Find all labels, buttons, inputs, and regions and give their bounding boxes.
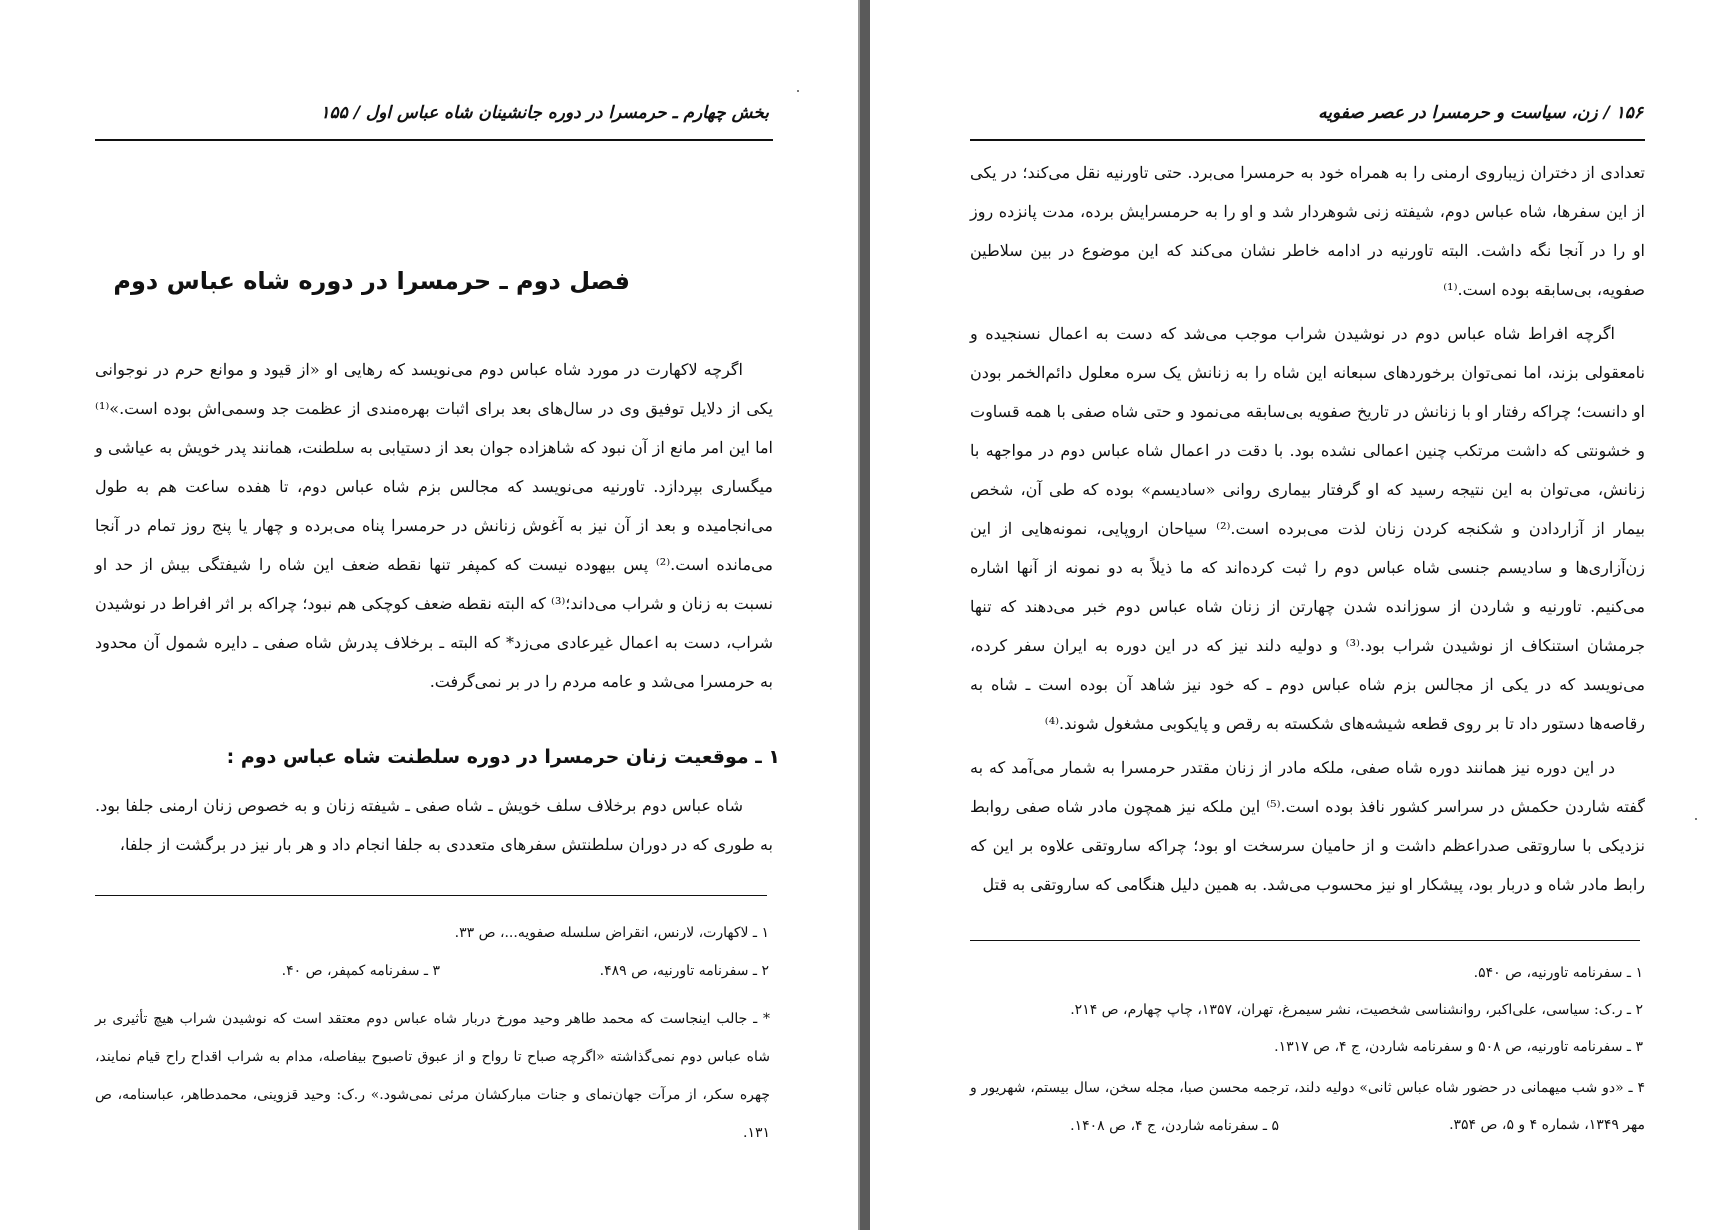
- left-body-text: [95, 350, 773, 706]
- section-body-text: [95, 786, 773, 869]
- right-footnote-1: ۱ ـ سفرنامه تاورنیه، ص ۵۴۰.: [1473, 965, 1643, 981]
- right-footnote-rule: [970, 940, 1640, 941]
- right-footnote-4: ۴ ـ «دو شب میهمانی در حضور شاه عباس ثانی» دولیه دلند، ترجمه محسن صبا، مجله سخن، سال بیستم، شهریور و مهر ۱۳۴۹، شماره ۴ و ۵، ص ۳۵۴.: [970, 1080, 1646, 1133]
- section-title: ۱ ـ موقعیت زنان حرمسرا در دوره سلطنت شاه عباس دوم :: [226, 746, 780, 768]
- chapter-title: فصل دوم ـ حرمسرا در دوره شاه عباس دوم: [113, 267, 630, 295]
- left-footnote-rule: [95, 895, 767, 896]
- left-footnote-2: ۲ ـ سفرنامه تاورنیه، ص ۴۸۹.: [599, 963, 769, 979]
- right-paragraph-1: تعدادی از دختران زیباروی ارمنی را به همراه خود به حرمسرا می‌برد. حتی تاورنیه نقل می‌کند؛ در یکی از این سفرها، شاه عباس دوم، شیفته زنی شوهردار شد و او را به حرمسرایش برده، مدت پانزده روز او را در آنجا نگه داشت. البته تاورنیه در ادامه خاطر نشان می‌کند که این موضوع در بین سلاطین صفویه، بی‌سابقه بوده است.⁽¹⁾: [970, 163, 1645, 299]
- right-page: [870, 0, 1729, 1230]
- book-gutter: [860, 0, 870, 1230]
- right-paragraph-2: اگرچه افراط شاه عباس دوم در نوشیدن شراب موجب می‌شد که دست به اعمال نسنجیده و نامعقولی بزند، اما نمی‌توان برخوردهای سبعانه این شاه را به زنانش یک سره معلول دائم‌الخمر بودن او دانست؛ چراکه رفتار او با زنانش در تاریخ صفویه بی‌سابقه می‌نمود و حتی شاه صفی با همه قساوت و خشونتی که داشت مرتکب چنین اعمالی نشده بود. با دقت در اعمال شاه عباس دوم در مواجهه با زنانش، می‌توان به این نتیجه رسید که او گرفتار بیماری روانی «سادیسم» بوده که طی آن، شخص بیمار از آزاردادن و شکنجه کردن زنان لذت می‌برده است.⁽²⁾ سیاحان اروپایی، نمونه‌هایی از این زن‌آزاری‌ها و سادیسم جنسی شاه عباس دوم را ثبت کرده‌اند که ما ذیلاً به دو نمونه از آنها اشاره می‌کنیم. تاورنیه و شاردن از سوزانده شدن چهارتن از زنان شاه عباس دوم خبر می‌دهند که تنها جرمشان استنکاف از نوشیدن شراب بود.⁽³⁾ و دولیه دلند نیز که در این دوره به ایران سفر کرده، می‌نویسد که در یکی از مجالس بزم شاه عباس دوم ـ که خود نیز شاهد آن بوده است ـ شاه به رقاصه‌ها دستور داد تا بر روی قطعه شیشه‌های شکسته به رقص و پایکوبی مشغول شوند.⁽⁴⁾: [970, 324, 1646, 733]
- right-header-rule: [970, 139, 1645, 141]
- right-running-header: ۱۵۶ / زن، سیاست و حرمسرا در عصر صفویه: [1318, 103, 1643, 123]
- scan-speck-left: [797, 90, 799, 92]
- left-paragraph-1: اگرچه لاکهارت در مورد شاه عباس دوم می‌نویسد که رهایی او «از قیود و موانع حرم در نوجوانی یکی از دلایل توفیق وی در سال‌های بعد برای اثبات بهره‌مندی از عظمت جد وسمی‌اش بوده است.»⁽¹⁾ اما این امر مانع از آن نبود که شاهزاده جوان بعد از دستیابی به سلطنت، همانند پدر خویش به عیاشی و میگساری بپردازد. تاورنیه می‌نویسد که مجالس بزم شاه عباس دوم، تا هفده ساعت هم به طول می‌انجامیده و بعد از آن نیز به آغوش زنانش در حرمسرا پناه می‌برده و چهار یا پنج روز تمام در آنجا می‌مانده است.⁽²⁾ پس بیهوده نیست که کمپفر تنها نقطه ضعف این شاه را شیفتگی بیش از حد او نسبت به زنان و شراب می‌داند؛⁽³⁾ که البته نقطه ضعف کوچکی هم نبود؛ چراکه بر اثر افراط در نوشیدن شراب، دست به اعمال غیرعادی می‌زد* که البته ـ برخلاف پدرش شاه صفی ـ دایره شمول آن محدود به حرمسرا می‌شد و عامه مردم را در بر نمی‌گرفت.: [95, 360, 774, 691]
- right-footnote-3: ۳ ـ سفرنامه تاورنیه، ص ۵۰۸ و سفرنامه شاردن، ج ۴، ص ۱۳۱۷.: [1274, 1039, 1643, 1055]
- left-header-rule: [95, 139, 773, 141]
- left-footnote-1: ۱ ـ لاکهارت، لارنس، انقراض سلسله صفویه...، ص ۳۳.: [454, 925, 769, 941]
- left-footnote-star: * ـ جالب اینجاست که محمد طاهر وحید مورخ دربار شاه عباس دوم معتقد است که نوشیدن شراب هیچ تأثیری بر شاه عباس دوم نمی‌گذاشته «اگرچه صباح تا رواح و از عبوق تاصبوح بیفاصله، مدام به شراب اقداح راح قیام نمایند، چهره سکر، از مرآت جهان‌نمای و جنات مبارکشان مرئی نمی‌شود.» ر.ک: وحید قزوینی، محمدطاهر، عباسنامه، ص ۱۳۱.: [95, 1011, 770, 1141]
- scan-speck: [1695, 818, 1697, 820]
- right-paragraph-3: در این دوره نیز همانند دوره شاه صفی، ملکه مادر از زنان مقتدر حرمسرا به شمار می‌آمد که به گفته شاردن حکمش در سراسر کشور نافذ بوده است.⁽⁵⁾ این ملکه نیز همچون مادر شاه صفی روابط نزدیکی با ساروتقی صدراعظم داشت و از حامیان سرسخت او بود؛ چراکه ساروتقی علاوه بر این که رابط مادر شاه و دربار بود، پیشکار او نیز محسوب می‌شد. به همین دلیل هنگامی که ساروتقی به قتل: [970, 758, 1645, 894]
- section-paragraph: شاه عباس دوم برخلاف سلف خویش ـ شاه صفی ـ شیفته زنان و به خصوص زنان ارمنی جلفا بود. به طوری که در دوران سلطنتش سفرهای متعددی به جلفا انجام داد و هر بار نیز در برگشت از جلفا،: [95, 796, 773, 854]
- right-footnote-2: ۲ ـ ر.ک: سیاسی، علی‌اکبر، روانشناسی شخصیت، نشر سیمرغ، تهران، ۱۳۵۷، چاپ چهارم، ص ۲۱۴.: [1070, 1002, 1643, 1018]
- right-footnote-5: ۵ ـ سفرنامه شاردن، ج ۴، ص ۱۴۰۸.: [1070, 1118, 1279, 1134]
- left-page: [0, 0, 860, 1230]
- left-footnote-3: ۳ ـ سفرنامه کمپفر، ص ۴۰.: [281, 963, 440, 979]
- left-running-header: بخش چهارم ـ حرمسرا در دوره جانشینان شاه عباس اول / ۱۵۵: [320, 103, 769, 123]
- right-body-text: [970, 153, 1645, 909]
